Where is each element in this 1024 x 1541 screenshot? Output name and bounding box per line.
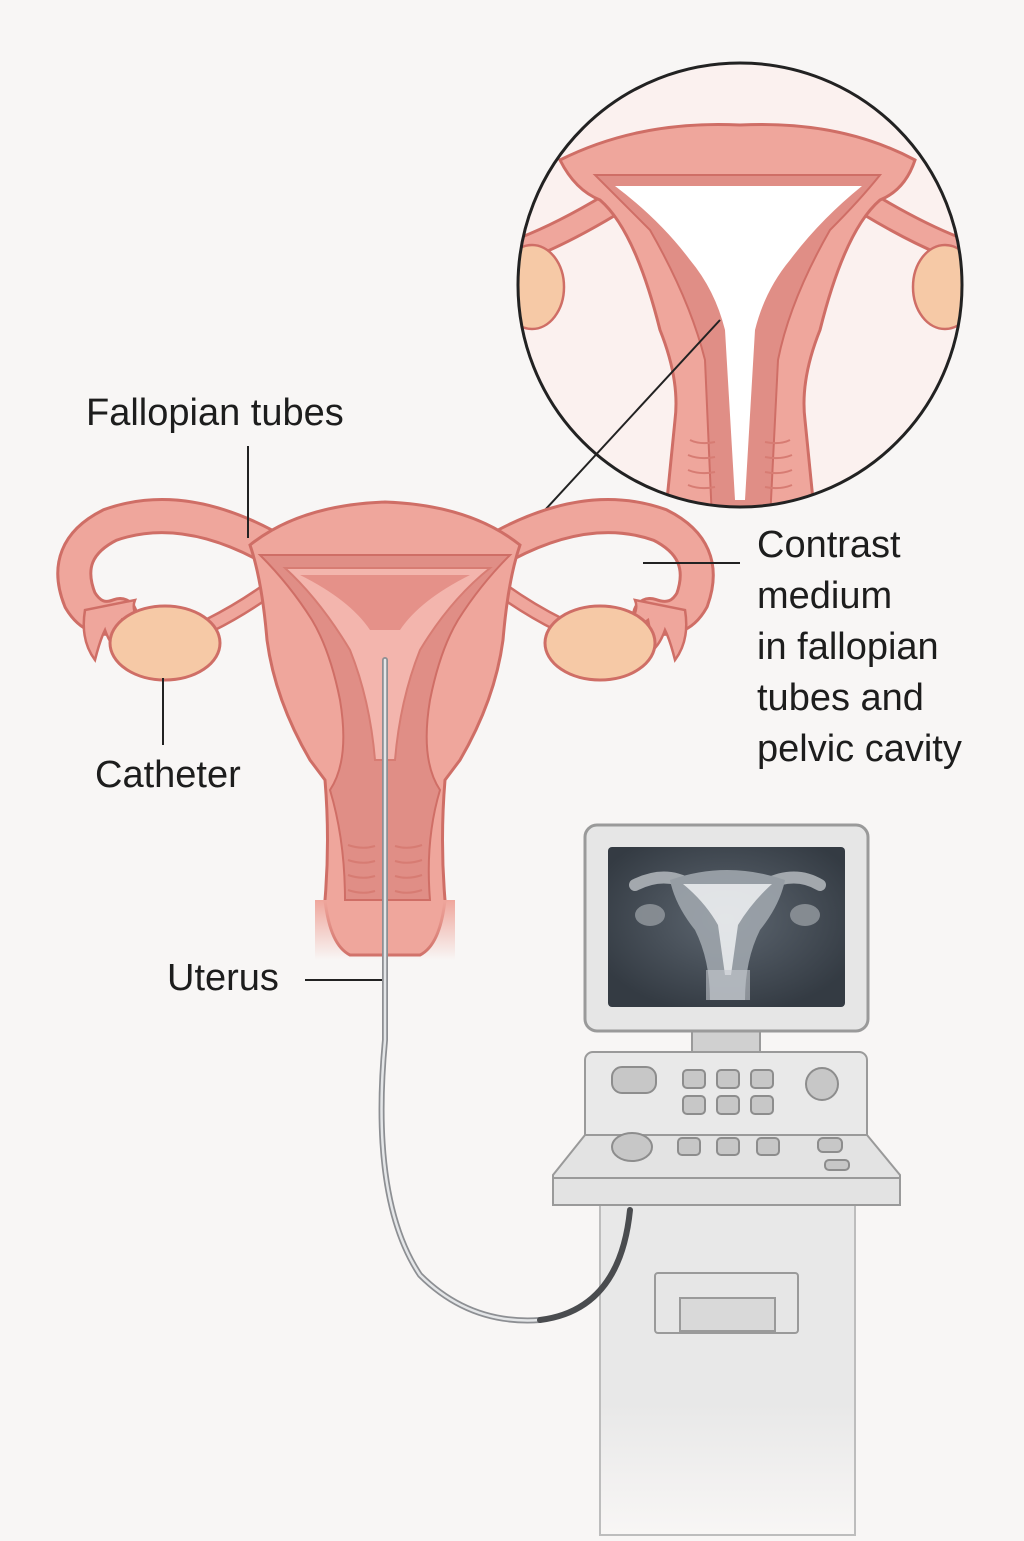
- panel-knob[interactable]: [806, 1068, 838, 1100]
- contrast-label-line: tubes and: [757, 677, 924, 719]
- fallopian-tubes-label: Fallopian tubes: [86, 392, 344, 434]
- panel-button[interactable]: [818, 1138, 842, 1152]
- panel-button[interactable]: [683, 1070, 705, 1088]
- uterus-label: Uterus: [167, 957, 279, 999]
- zoom-right-ovary: [913, 245, 977, 329]
- machine-stand: [600, 1205, 855, 1535]
- contrast-label-line: pelvic cavity: [757, 728, 962, 770]
- contrast-label-line: Contrast: [757, 524, 901, 566]
- panel-button[interactable]: [717, 1138, 739, 1155]
- panel-button[interactable]: [612, 1067, 656, 1093]
- trackball[interactable]: [612, 1133, 652, 1161]
- contrast-label-line: medium: [757, 575, 893, 617]
- panel-button[interactable]: [825, 1160, 849, 1170]
- panel-button[interactable]: [683, 1096, 705, 1114]
- contrast-medium-label: [757, 520, 962, 775]
- panel-button[interactable]: [678, 1138, 700, 1155]
- left-ovary: [110, 606, 220, 680]
- right-ovary: [545, 606, 655, 680]
- zoom-inset: [500, 63, 977, 520]
- catheter-label: Catheter: [95, 754, 241, 796]
- panel-button[interactable]: [751, 1096, 773, 1114]
- panel-button[interactable]: [717, 1096, 739, 1114]
- zoom-left-ovary: [500, 245, 564, 329]
- contrast-label-line: in fallopian: [757, 626, 939, 668]
- panel-button[interactable]: [717, 1070, 739, 1088]
- panel-button[interactable]: [757, 1138, 779, 1155]
- ultrasound-machine: [553, 825, 900, 1535]
- panel-button[interactable]: [751, 1070, 773, 1088]
